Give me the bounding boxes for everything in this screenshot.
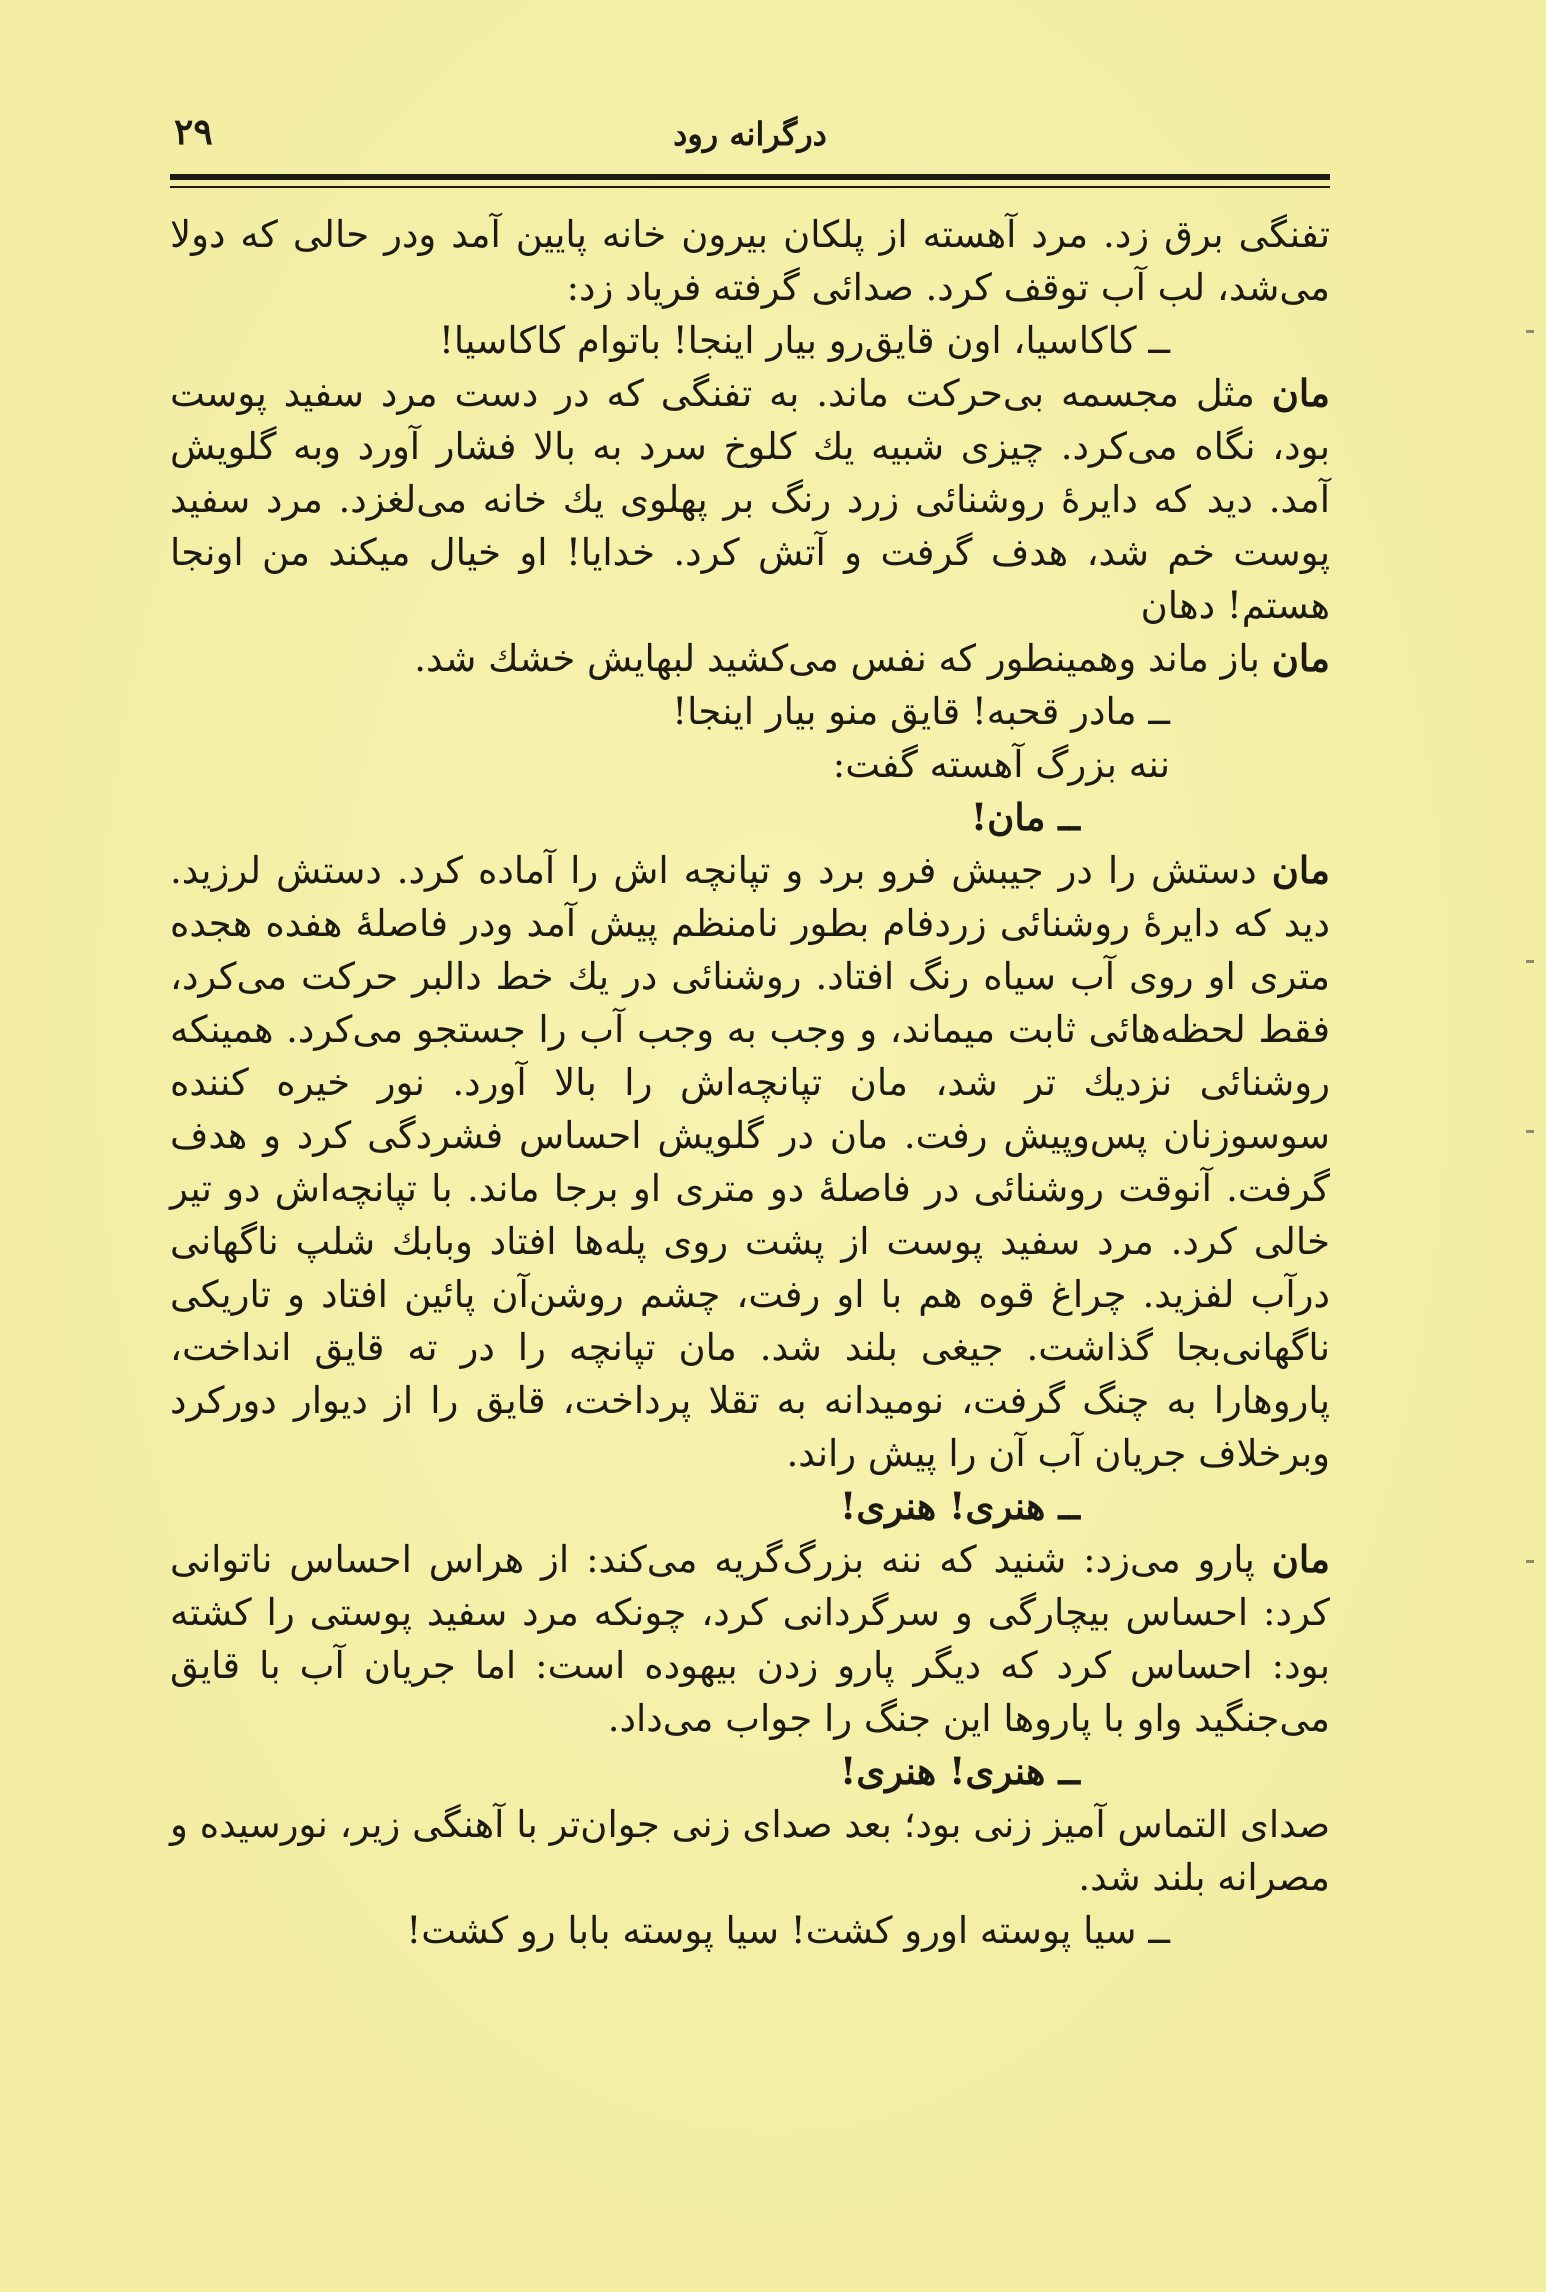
header-rule-thin — [170, 186, 1330, 188]
dialogue-line: ــ هنری! هنری! — [839, 1484, 1080, 1528]
page-number: ۲۹ — [174, 111, 213, 153]
paragraph: مان مثل مجسمه بی‌حرکت ماند. به تفنگی که در دست مرد سفید پوست بود، نگاه می‌کرد. چیزی شبیه یك کلوخ سرد به بالا فشار آورد وبه گلویش آمد. دید که دایرهٔ روشنائی زرد رنگ بر پهلوی یك خانه می‌لغزد. مرد سفید پوست خم شد، هدف گرفت و آتش کرد. خدایا! او خیال میکند من اونجا هستم! دهان — [170, 371, 1330, 627]
dialogue-line: ــ مان! — [970, 795, 1080, 839]
paper-edge-mark — [1526, 960, 1534, 963]
dialogue-line: ــ هنری! هنری! — [839, 1749, 1080, 1793]
paragraph: مان باز ماند وهمینطور که نفس می‌کشید لبهایش خشك شد. — [414, 636, 1330, 680]
running-title: درگرانه رود — [673, 115, 827, 153]
page-header — [170, 108, 1330, 158]
paper-edge-mark — [1526, 330, 1534, 333]
header-rule-thick — [170, 174, 1330, 180]
character-name: مان — [1271, 636, 1330, 680]
character-name: مان — [1271, 848, 1330, 892]
paragraph: صدای التماس آمیز زنی بود؛ بعد صدای زنی جوان‌تر با آهنگی زیر، نورسیده و مصرانه بلند شد. — [170, 1803, 1330, 1899]
dialogue-line: ــ سیا پوسته اورو کشت! سیا پوسته بابا رو کشت! — [406, 1909, 1170, 1952]
paper-edge-mark — [1526, 1560, 1534, 1563]
body-text — [170, 208, 1330, 1957]
dialogue-line: ــ مادر قحبه! قایق منو بیار اینجا! — [672, 690, 1170, 733]
paragraph: تفنگی برق زد. مرد آهسته از پلکان بیرون خانه پایین آمد ودر حالی که دولا می‌شد، لب آب توقف کرد. صدائی گرفته فریاد زد: — [170, 213, 1330, 309]
paragraph: مان پارو می‌زد: شنید که ننه بزرگ‌گریه می‌کند: از هراس احساس ناتوانی کرد: احساس بیچارگی و سرگردانی کرد، چونکه مرد سفید پوستی را کشته بود: احساس کرد که دیگر پارو زدن بیهوده است: اما جریان آب با قایق می‌جنگید واو با پاروها این جنگ را جواب می‌داد. — [170, 1537, 1330, 1740]
dialogue-line: ننه بزرگ آهسته گفت: — [832, 743, 1170, 786]
character-name: مان — [1271, 371, 1330, 415]
character-name: مان — [1271, 1537, 1330, 1581]
paper-edge-mark — [1526, 1130, 1534, 1133]
dialogue-line: ــ کاکاسیا، اون قایق‌رو بیار اینجا! باتوام کاکاسیا! — [439, 319, 1170, 362]
paragraph: مان دستش را در جیبش فرو برد و تپانچه اش را آماده کرد. دستش لرزید. دید که دایرهٔ روشنائی زردفام بطور نامنظم پیش آمد ودر فاصلهٔ هفده هجده متری او روی آب سیاه رنگ افتاد. روشنائی در یك خط دالبر حرکت می‌کرد، فقط لحظه‌هائی ثابت میماند، و وجب به وجب آب را جستجو می‌کرد. همینکه روشنائی نزدیك تر شد، مان تپانچه‌اش را بالا آورد. نور خیره کننده سوسوزنان پس‌وپیش رفت. مان در گلویش احساس فشردگی کرد و هدف گرفت. آنوقت روشنائی در فاصلهٔ دو متری او برجا ماند. با تپانچه‌اش دو تیر خالی کرد. مرد سفید پوست از پشت روی پله‌ها افتاد وبابك شلپ ناگهانی درآب لفزید. چراغ قوه هم با او رفت، چشم روشن‌آن پائین افتاد و تاریکی ناگهانی‌بجا گذاشت. جیغی بلند شد. مان تپانچه را در ته قایق انداخت، پاروهارا به چنگ گرفت، نومیدانه به تقلا پرداخت، قایق را از دیوار دورکرد وبرخلاف جریان آب آن را پیش راند. — [170, 848, 1330, 1475]
